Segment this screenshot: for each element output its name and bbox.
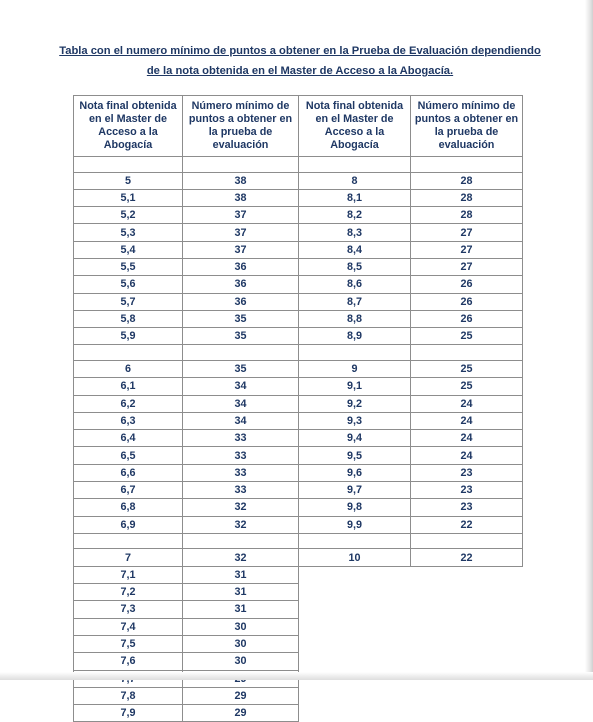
spacer-row — [299, 157, 523, 173]
header-points: Número mínimo de puntos a obtener en la prueba de evaluación — [183, 96, 299, 157]
title-line-2: de la nota obtenida en el Master de Acceso a la Abogacía. — [146, 65, 454, 77]
spacer-row — [74, 345, 299, 361]
points-cell: 37 — [183, 241, 299, 258]
blank-cell — [299, 345, 411, 361]
grade-cell: 7 — [74, 549, 183, 566]
points-cell: 34 — [183, 395, 299, 412]
points-cell: 25 — [411, 328, 523, 345]
points-cell: 30 — [183, 653, 299, 670]
grade-cell: 6,1 — [74, 378, 183, 395]
grade-cell: 9,9 — [299, 516, 411, 533]
points-cell: 26 — [411, 310, 523, 327]
score-table-right — [298, 95, 523, 567]
grade-cell: 9,8 — [299, 499, 411, 516]
blank-cell — [299, 157, 411, 173]
table-row — [299, 172, 523, 189]
blank-cell — [183, 345, 299, 361]
table-row — [299, 310, 523, 327]
grade-cell: 9,1 — [299, 378, 411, 395]
blank-cell — [183, 157, 299, 173]
points-cell: 24 — [411, 447, 523, 464]
table-row — [74, 360, 299, 377]
grade-cell: 7,6 — [74, 653, 183, 670]
document-title — [40, 41, 560, 81]
header-points: Número mínimo de puntos a obtener en la prueba de evaluación — [411, 96, 523, 157]
points-cell: 37 — [183, 224, 299, 241]
points-cell: 26 — [411, 293, 523, 310]
points-cell: 25 — [411, 378, 523, 395]
table-row — [299, 549, 523, 566]
table-row — [299, 395, 523, 412]
header-grade: Nota final obtenida en el Master de Acceso a la Abogacía — [299, 96, 411, 157]
table-row — [74, 378, 299, 395]
grade-cell: 7,1 — [74, 566, 183, 583]
table-row — [299, 516, 523, 533]
grade-cell: 9,2 — [299, 395, 411, 412]
points-cell: 33 — [183, 464, 299, 481]
grade-cell: 6,7 — [74, 482, 183, 499]
points-cell: 31 — [183, 584, 299, 601]
points-cell: 28 — [411, 189, 523, 206]
table-row — [74, 516, 299, 533]
grade-cell: 5,2 — [74, 207, 183, 224]
grade-cell: 8,4 — [299, 241, 411, 258]
grade-cell: 6,8 — [74, 499, 183, 516]
grade-cell: 8,9 — [299, 328, 411, 345]
table-row — [299, 207, 523, 224]
points-cell: 35 — [183, 310, 299, 327]
table-row — [299, 412, 523, 429]
table-row — [74, 566, 299, 583]
table-row — [299, 499, 523, 516]
table-row — [299, 189, 523, 206]
points-cell: 35 — [183, 328, 299, 345]
table-row — [74, 687, 299, 704]
points-cell: 31 — [183, 566, 299, 583]
grade-cell: 5,6 — [74, 276, 183, 293]
points-cell: 35 — [183, 360, 299, 377]
points-cell: 30 — [183, 618, 299, 635]
points-cell: 23 — [411, 464, 523, 481]
page-edge-shadow — [585, 0, 593, 680]
points-cell: 24 — [411, 412, 523, 429]
grade-cell: 5 — [74, 172, 183, 189]
grade-cell: 8 — [299, 172, 411, 189]
grade-cell: 9,5 — [299, 447, 411, 464]
points-cell: 34 — [183, 412, 299, 429]
table-row — [74, 464, 299, 481]
table-row — [299, 328, 523, 345]
points-cell: 24 — [411, 430, 523, 447]
grade-cell: 5,1 — [74, 189, 183, 206]
blank-cell — [299, 533, 411, 549]
grade-cell: 7,4 — [74, 618, 183, 635]
grade-cell: 6,3 — [74, 412, 183, 429]
table-row — [74, 430, 299, 447]
grade-cell: 6,4 — [74, 430, 183, 447]
table-row — [74, 207, 299, 224]
table-row — [74, 618, 299, 635]
title-line-1: Tabla con el numero mínimo de puntos a obtener en la Prueba de Evaluación dependiendo — [59, 45, 541, 57]
table-row — [299, 464, 523, 481]
grade-cell: 10 — [299, 549, 411, 566]
table-row — [299, 430, 523, 447]
grade-cell: 8,7 — [299, 293, 411, 310]
points-cell: 32 — [183, 549, 299, 566]
table-row — [74, 549, 299, 566]
spacer-row — [299, 533, 523, 549]
blank-cell — [74, 157, 183, 173]
points-cell: 36 — [183, 276, 299, 293]
grade-cell: 7,5 — [74, 635, 183, 652]
points-cell: 24 — [411, 395, 523, 412]
points-cell: 31 — [183, 601, 299, 618]
grade-cell: 8,1 — [299, 189, 411, 206]
grade-cell: 5,3 — [74, 224, 183, 241]
points-cell: 22 — [411, 549, 523, 566]
table-row — [299, 258, 523, 275]
table-header-row — [74, 96, 299, 157]
points-cell: 33 — [183, 430, 299, 447]
grade-cell: 9,6 — [299, 464, 411, 481]
table-body-left — [74, 157, 299, 722]
table-header-row — [299, 96, 523, 157]
page-edge-shadow-bottom — [0, 672, 593, 680]
grade-cell: 8,5 — [299, 258, 411, 275]
blank-cell — [411, 345, 523, 361]
table-row — [74, 584, 299, 601]
points-cell: 36 — [183, 258, 299, 275]
points-cell: 38 — [183, 189, 299, 206]
spacer-row — [74, 533, 299, 549]
table-row — [299, 378, 523, 395]
grade-cell: 8,8 — [299, 310, 411, 327]
points-cell: 22 — [411, 516, 523, 533]
grade-cell: 5,7 — [74, 293, 183, 310]
points-cell: 23 — [411, 482, 523, 499]
grade-cell: 8,3 — [299, 224, 411, 241]
table-row — [74, 310, 299, 327]
table-row — [74, 258, 299, 275]
table-row — [299, 293, 523, 310]
points-cell: 29 — [183, 705, 299, 722]
points-cell: 29 — [183, 687, 299, 704]
table-row — [74, 224, 299, 241]
grade-cell: 6 — [74, 360, 183, 377]
table-row — [74, 499, 299, 516]
table-row — [74, 241, 299, 258]
grade-cell: 8,6 — [299, 276, 411, 293]
points-cell: 27 — [411, 224, 523, 241]
grade-cell: 9,7 — [299, 482, 411, 499]
table-row — [299, 276, 523, 293]
table-row — [74, 601, 299, 618]
header-grade: Nota final obtenida en el Master de Acceso a la Abogacía — [74, 96, 183, 157]
blank-cell — [411, 157, 523, 173]
grade-cell: 6,9 — [74, 516, 183, 533]
table-row — [74, 293, 299, 310]
points-cell: 32 — [183, 516, 299, 533]
grade-cell: 5,8 — [74, 310, 183, 327]
spacer-row — [299, 345, 523, 361]
points-cell: 36 — [183, 293, 299, 310]
points-cell: 27 — [411, 241, 523, 258]
grade-cell: 9,3 — [299, 412, 411, 429]
points-cell: 33 — [183, 482, 299, 499]
points-cell: 28 — [411, 172, 523, 189]
table-row — [299, 360, 523, 377]
grade-cell: 5,4 — [74, 241, 183, 258]
table-row — [74, 172, 299, 189]
blank-cell — [74, 345, 183, 361]
grade-cell: 6,2 — [74, 395, 183, 412]
grade-cell: 9,4 — [299, 430, 411, 447]
points-cell: 28 — [411, 207, 523, 224]
table-row — [74, 482, 299, 499]
table-body-right — [299, 157, 523, 567]
points-cell: 30 — [183, 635, 299, 652]
spacer-row — [74, 157, 299, 173]
table-row — [299, 482, 523, 499]
points-cell: 23 — [411, 499, 523, 516]
points-cell: 38 — [183, 172, 299, 189]
table-row — [299, 447, 523, 464]
points-cell: 34 — [183, 378, 299, 395]
grade-cell: 6,6 — [74, 464, 183, 481]
blank-cell — [74, 533, 183, 549]
grade-cell: 7,8 — [74, 687, 183, 704]
points-cell: 26 — [411, 276, 523, 293]
grade-cell: 8,2 — [299, 207, 411, 224]
table-row — [74, 705, 299, 722]
grade-cell: 7,9 — [74, 705, 183, 722]
table-row — [74, 276, 299, 293]
blank-cell — [411, 533, 523, 549]
table-row — [74, 395, 299, 412]
table-row — [74, 635, 299, 652]
table-row — [299, 241, 523, 258]
table-row — [74, 328, 299, 345]
table-row — [299, 224, 523, 241]
points-cell: 37 — [183, 207, 299, 224]
blank-cell — [183, 533, 299, 549]
points-cell: 32 — [183, 499, 299, 516]
grade-cell: 7,2 — [74, 584, 183, 601]
table-row — [74, 412, 299, 429]
grade-cell: 5,5 — [74, 258, 183, 275]
table-row — [74, 189, 299, 206]
grade-cell: 6,5 — [74, 447, 183, 464]
grade-cell: 5,9 — [74, 328, 183, 345]
points-cell: 27 — [411, 258, 523, 275]
points-cell: 33 — [183, 447, 299, 464]
points-cell: 25 — [411, 360, 523, 377]
grade-cell: 9 — [299, 360, 411, 377]
table-row — [74, 447, 299, 464]
grade-cell: 7,3 — [74, 601, 183, 618]
score-table-left — [73, 95, 299, 722]
table-row — [74, 653, 299, 670]
